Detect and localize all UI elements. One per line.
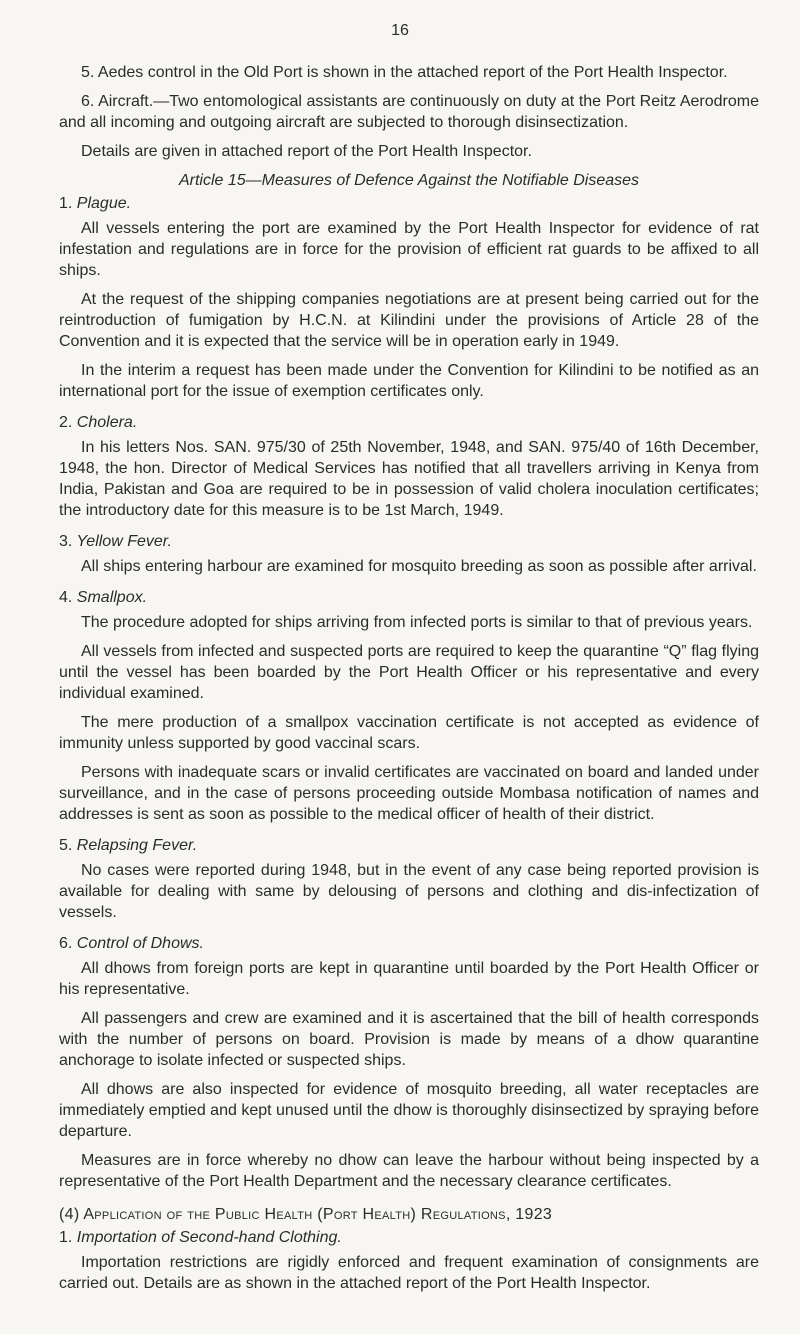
document-body <box>59 62 759 1302</box>
heading-plague-title: Plague. <box>76 195 132 212</box>
heading-cholera-title: Cholera. <box>76 414 138 431</box>
paragraph-smallpox-3: The mere production of a smallpox vaccination certificate is not accepted as evidence of immunity unless supported by good vaccinal scars. <box>59 714 759 752</box>
heading-yellow-fever <box>59 531 759 552</box>
heading-smallpox-number: 4. <box>59 589 73 606</box>
heading-dhows-title: Control of Dhows. <box>76 935 204 952</box>
heading-yellow-fever-number: 3. <box>59 533 73 550</box>
section-4-heading: (4) Application of the Public Health (Port Health) Regulations, 1923 <box>59 1206 553 1223</box>
paragraph-dhows-4: Measures are in force whereby no dhow can leave the harbour without being inspected by a representative of the Port Health Department and the necessary clearance certificates. <box>59 1152 759 1190</box>
paragraph-plague-1: All vessels entering the port are examined by the Port Health Inspector for evidence of rat infestation and regulations are in force for the provision of efficient rat guards to be affixed to all ships. <box>59 220 759 279</box>
paragraph-aircraft: 6. Aircraft.—Two entomological assistants are continuously on duty at the Port Reitz Aerodrome and all incoming and outgoing aircraft are subjected to thorough disinsectization. <box>59 93 759 131</box>
heading-relapsing-fever-number: 5. <box>59 837 73 854</box>
heading-relapsing-fever-title: Relapsing Fever. <box>76 837 198 854</box>
paragraph-aircraft-details: Details are given in attached report of the Port Health Inspector. <box>81 143 532 160</box>
paragraph-smallpox-4: Persons with inadequate scars or invalid certificates are vaccinated on board and landed under surveillance, and in the case of persons proceeding outside Mombasa notification of names and addresses is sent as soon as possible to the medical officer of health of their district. <box>59 764 759 823</box>
paragraph-plague-3: In the interim a request has been made under the Convention for Kilindini to be notified as an international port for the issue of exemption certificates only. <box>59 362 759 400</box>
heading-cholera-number: 2. <box>59 414 73 431</box>
heading-dhows <box>59 933 759 954</box>
heading-dhows-number: 6. <box>59 935 73 952</box>
heading-smallpox <box>59 587 759 608</box>
heading-plague-number: 1. <box>59 195 73 212</box>
heading-relapsing-fever <box>59 835 759 856</box>
heading-plague <box>59 193 759 214</box>
heading-second-hand-clothing-number: 1. <box>59 1229 73 1246</box>
article-heading: Article 15—Measures of Defence Against the Notifiable Diseases <box>178 172 640 189</box>
paragraph-dhows-3: All dhows are also inspected for evidence of mosquito breeding, all water receptacles are immediately emptied and kept unused until the dhow is thoroughly disinsectized by spraying before departure. <box>59 1081 759 1140</box>
paragraph-plague-2: At the request of the shipping companies negotiations are at present being carried out for the reintroduction of fumigation by H.C.N. at Kilindini under the provisions of Article 28 of the Convention and it is expected that the service will be in operation early in 1949. <box>59 291 759 350</box>
paragraph-smallpox-1: The procedure adopted for ships arriving from infected ports is similar to that of previous years. <box>81 614 753 631</box>
paragraph-smallpox-2: All vessels from infected and suspected ports are required to keep the quarantine “Q” flag flying until the vessel has been boarded by the Port Health Officer or his representative and every individual examined. <box>59 643 759 702</box>
paragraph-relapsing-fever-1: No cases were reported during 1948, but in the event of any case being reported provision is available for dealing with same by delousing of persons and clothing and dis-infectization of vessels. <box>59 862 759 921</box>
page-number: 16 <box>391 22 409 39</box>
heading-second-hand-clothing-title: Importation of Second-hand Clothing. <box>76 1229 342 1246</box>
heading-cholera <box>59 412 759 433</box>
heading-smallpox-title: Smallpox. <box>76 589 148 606</box>
heading-second-hand-clothing <box>59 1227 759 1248</box>
paragraph-dhows-1: All dhows from foreign ports are kept in quarantine until boarded by the Port Health Officer or his representative. <box>59 960 759 998</box>
paragraph-aedes-control: 5. Aedes control in the Old Port is shown in the attached report of the Port Health Inspector. <box>81 64 728 81</box>
paragraph-yellow-fever-1: All ships entering harbour are examined for mosquito breeding as soon as possible after arrival. <box>81 558 757 575</box>
heading-yellow-fever-title: Yellow Fever. <box>76 533 172 550</box>
paragraph-second-hand-clothing-1: Importation restrictions are rigidly enforced and frequent examination of consignments are carried out. Details are as shown in the attached report of the Port Health Inspector. <box>59 1254 759 1292</box>
paragraph-cholera-1: In his letters Nos. SAN. 975/30 of 25th November, 1948, and SAN. 975/40 of 16th December, 1948, the hon. Director of Medical Services has notified that all travellers arriving in Kenya from India, Pakistan and Goa are required to be in possession of valid cholera inoculation certificates; the introductory date for this measure is to be 1st March, 1949. <box>59 439 759 519</box>
paragraph-dhows-2: All passengers and crew are examined and it is ascertained that the bill of health corresponds with the number of persons on board. Provision is made by means of a dhow quarantine anchorage to isolate infected or suspected ships. <box>59 1010 759 1069</box>
